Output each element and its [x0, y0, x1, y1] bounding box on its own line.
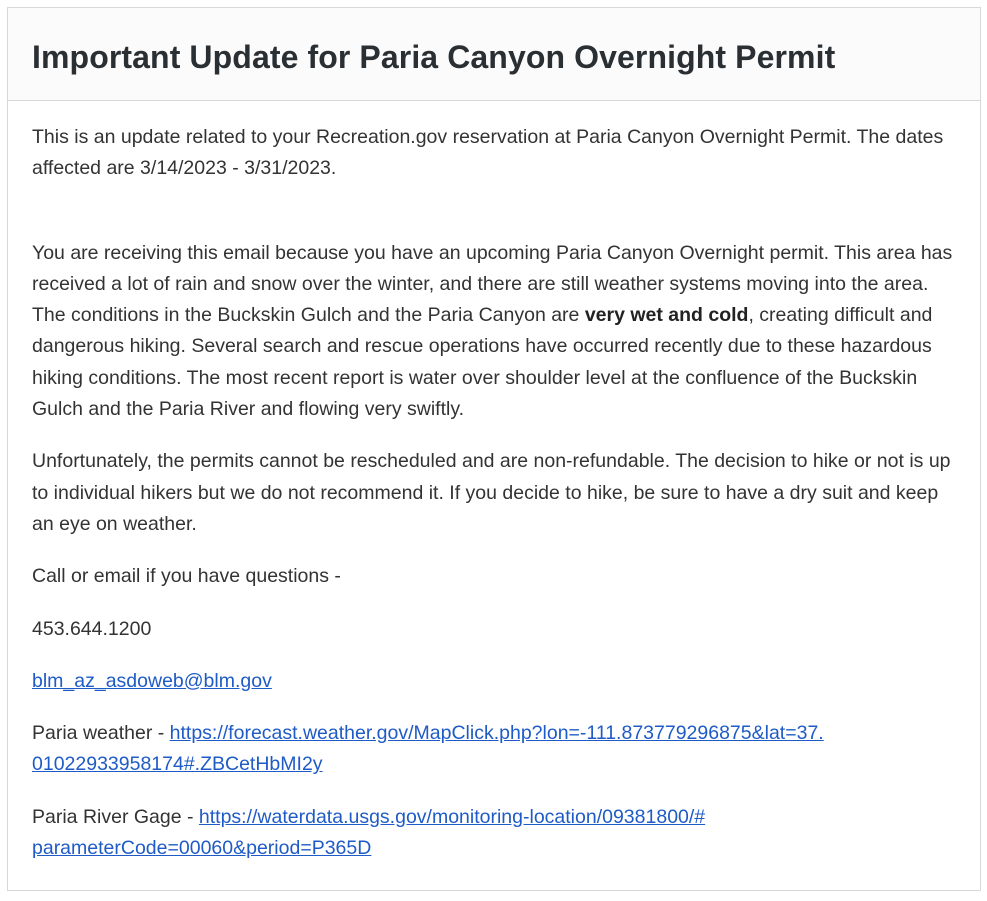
- weather-label: Paria weather -: [32, 722, 170, 745]
- gage-link-part1: https://waterdata.usgs.gov/monitoring-location/09381800/#: [198, 805, 706, 828]
- email-header: [8, 8, 980, 101]
- gage-label: Paria River Gage -: [32, 805, 199, 828]
- email-paragraph: [32, 666, 956, 697]
- email-card: [7, 7, 981, 891]
- gage-link-part2: parameterCode=00060&period=P365D: [32, 837, 372, 860]
- weather-paragraph: [32, 718, 956, 781]
- contact-intro: Call or email if you have questions -: [32, 565, 341, 588]
- conditions-paragraph: [32, 238, 956, 426]
- email-link[interactable]: blm_az_asdoweb@blm.gov: [32, 669, 272, 692]
- refund-paragraph: Unfortunately, the permits cannot be rescheduled and are non-refundable. The decision to hike or not is up to individual hikers but we do not recommend it. If you decide to hike, be sure to have a dry suit and keep an eye on weather.: [32, 450, 951, 535]
- conditions-emphasis: very wet and cold: [584, 304, 749, 327]
- email-title: Important Update for Paria Canyon Overnight Permit: [32, 39, 836, 75]
- gage-paragraph: [32, 802, 956, 865]
- conditions-text-end: , creating difficult and dangerous hiking. Several search and rescue operations have occurred recently due to these hazardous hiking conditions. The most recent report is water over shoulder level at the confluence of the Buckskin Gulch and the Paria River and flowing very swiftly.: [32, 304, 933, 421]
- email-body: [8, 101, 980, 864]
- weather-link-part1: https://forecast.weather.gov/MapClick.php?lon=-111.873779296875&lat=37.: [169, 722, 824, 745]
- weather-link-part2: 01022933958174#.ZBCetHbMI2y: [32, 753, 323, 776]
- conditions-text-start: You are receiving this email because you have an upcoming Paria Canyon Overnight permit. This area has received a lot of rain and snow over the winter, and there are still weather systems moving into the area. The conditions in the Buckskin Gulch and the Paria Canyon are: [32, 241, 953, 327]
- intro-paragraph: This is an update related to your Recreation.gov reservation at Paria Canyon Overnight Permit. The dates affected are 3/14/2023 - 3/31/2023.: [32, 126, 944, 180]
- phone-number: 453.644.1200: [32, 617, 152, 640]
